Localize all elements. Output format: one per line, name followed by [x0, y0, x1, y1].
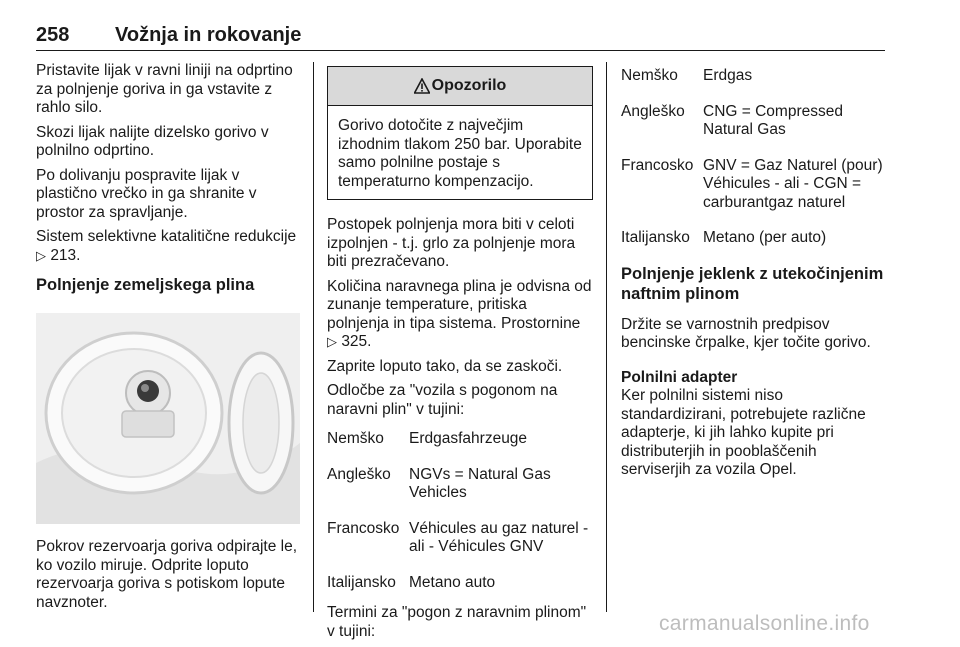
ref-page: 213.: [50, 246, 81, 264]
table-row: [621, 98, 887, 152]
paragraph-text: Količina naravnega plina je odvisna od zunanje temperature, pritiska polnjenja in tipa sistema. Prostornine: [327, 277, 592, 332]
subheading: Polnilni adapter: [621, 368, 738, 386]
paragraph: Pristavite lijak v ravni liniji na odprtino za polnjenje goriva in ga vstavite z rahlo silo.: [36, 62, 293, 116]
fuel-filler-photo: [36, 313, 300, 524]
term-cell: Metano (per auto): [703, 229, 827, 246]
language-cell: Nemško: [327, 430, 384, 447]
term-cell: Erdgas: [703, 67, 753, 84]
section-heading: Polnjenje zemeljskega plina: [36, 276, 255, 294]
page-ref-arrow-icon: ▷: [36, 247, 46, 263]
language-cell: Francosko: [621, 156, 694, 174]
column-1: [36, 62, 301, 618]
language-cell: Nemško: [621, 67, 678, 84]
language-cell: Italijansko: [621, 229, 690, 246]
paragraph: Pokrov rezervoarja goriva odpirajte le, ko vozilo miruje. Odprite loputo rezervoarja goriva s potiskom lopute navznoter.: [36, 538, 298, 611]
term-cell: Metano auto: [409, 573, 496, 591]
paragraph: Odločbe za "vozila s pogonom na naravni plin" v tujini:: [327, 382, 558, 418]
warning-title: Opozorilo: [431, 77, 507, 94]
page-title: Vožnja in rokovanje: [115, 24, 302, 46]
paragraph: Ker polnilni sistemi niso standardizirani, potrebujete različne adapterje, ki jih lahko kupite pri distributerjih in pooblaščenih serviserjih za vozila Opel.: [621, 387, 866, 478]
section-heading: Polnjenje jeklenk z utekočinjenim naftnim plinom: [621, 264, 884, 303]
paragraph: Zaprite loputo tako, da se zaskoči.: [327, 357, 563, 375]
gas-terms-table: [621, 62, 887, 260]
language-cell: Francosko: [327, 519, 400, 537]
warning-text: Gorivo dotočite z največjim izhodnim tlakom 250 bar. Uporabite samo polnilne postaje s temperaturno kompenzacijo.: [338, 117, 582, 190]
term-cell: Erdgasfahrzeuge: [409, 430, 528, 447]
warning-triangle-icon: [414, 78, 430, 94]
table-row: [327, 461, 593, 515]
table-row: [327, 569, 593, 605]
vehicle-terms-table: [327, 425, 593, 604]
ref-page: 325.: [341, 333, 372, 350]
fuel-filler-illustration: [36, 313, 300, 524]
paragraph: Skozi lijak nalijte dizelsko gorivo v polnilno odprtino.: [36, 123, 269, 159]
term-cell: CNG = Compressed Natural Gas: [703, 102, 843, 138]
table-row: [327, 425, 593, 461]
cross-reference: [36, 228, 301, 265]
page-number: 258: [36, 24, 70, 46]
language-cell: Italijansko: [327, 573, 396, 591]
table-row: [621, 224, 887, 260]
table-row: [621, 62, 887, 98]
column-3: [621, 62, 887, 486]
term-cell: GNV = Gaz Naturel (pour) Véhicules - ali - CGN = carburantgaz naturel: [703, 156, 883, 211]
paragraph: Držite se varnostnih predpisov bencinske črpalke, kjer točite gorivo.: [621, 315, 871, 351]
paragraph: Postopek polnjenja mora biti v celoti izpolnjen - t.j. grlo za polnjenje mora biti prezračevano.: [327, 216, 576, 270]
column-2: [327, 62, 593, 647]
column-divider-2: [606, 62, 607, 612]
table-row: [621, 152, 887, 225]
warning-box: [327, 66, 593, 200]
paragraph: Po dolivanju pospravite lijak v plastično vrečko in ga shranite v prostor za spravljanje.: [36, 166, 257, 221]
term-cell: NGVs = Natural Gas Vehicles: [409, 465, 551, 501]
page-header: [36, 22, 885, 51]
watermark: carmanualsonline.info: [659, 612, 870, 635]
language-cell: Angleško: [327, 465, 391, 483]
paragraph: [327, 278, 593, 352]
language-cell: Angleško: [621, 102, 685, 120]
page-ref-arrow-icon: ▷: [327, 334, 337, 349]
paragraph: Termini za "pogon z naravnim plinom" v tujini:: [327, 604, 587, 640]
table-row: [327, 515, 593, 569]
warning-header: [328, 67, 592, 106]
term-cell: Véhicules au gaz naturel - ali - Véhicules GNV: [409, 519, 589, 555]
column-divider-1: [313, 62, 314, 612]
ref-text: Sistem selektivne katalitične redukcije: [36, 228, 297, 245]
